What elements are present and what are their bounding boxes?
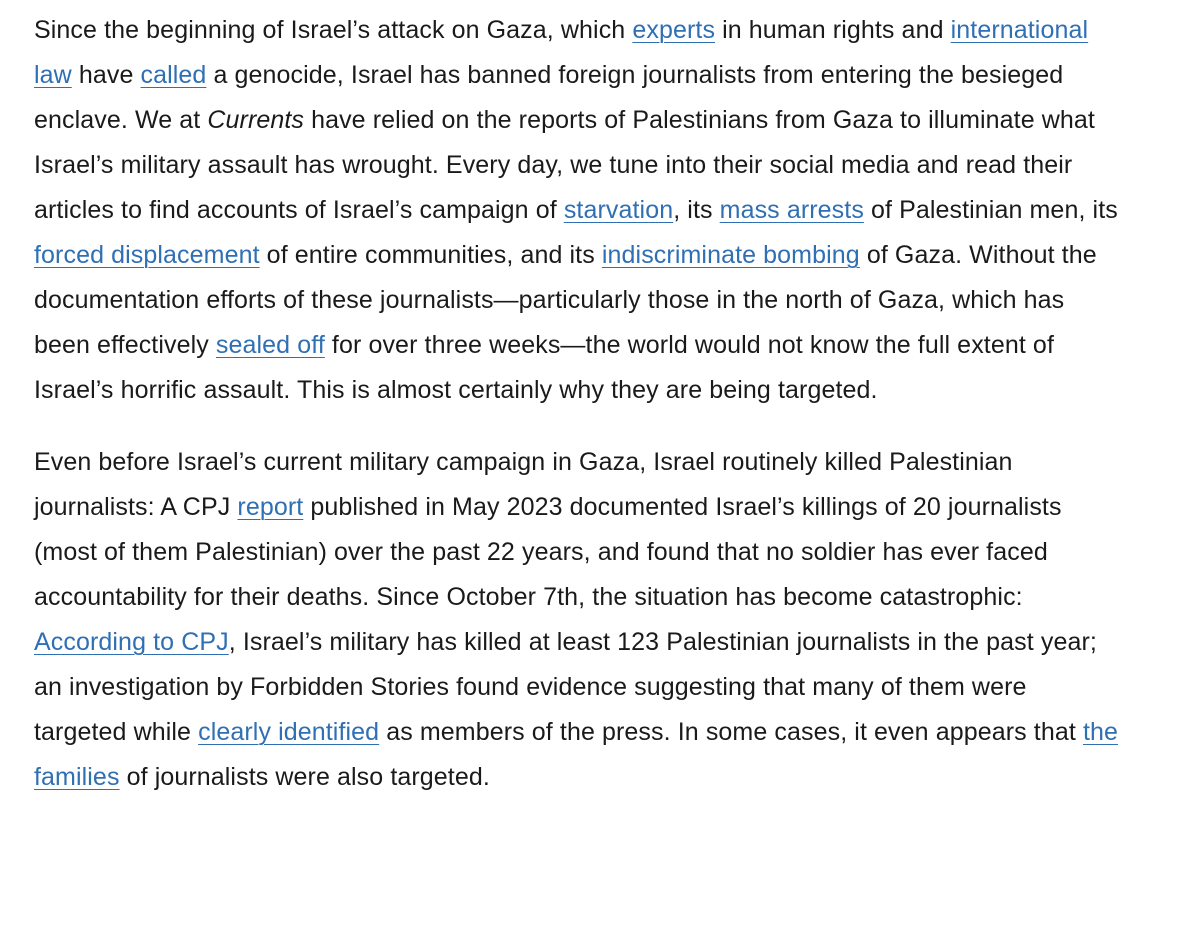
link-indiscriminate-bombing[interactable]: indiscriminate bombing (601, 241, 860, 269)
article-body (34, 8, 1124, 800)
link-sealed-off[interactable]: sealed off (215, 331, 325, 359)
link-called[interactable]: called (140, 61, 207, 89)
link-according-to-cpj[interactable]: According to CPJ (34, 628, 229, 656)
link-report[interactable]: report (237, 493, 304, 521)
link-experts[interactable]: experts (632, 16, 716, 44)
link-international-law[interactable]: international law (34, 16, 1089, 89)
link-starvation[interactable]: starvation (563, 196, 674, 224)
link-clearly-identified[interactable]: clearly identified (198, 718, 380, 746)
link-forced-displacement[interactable]: forced displacement (34, 241, 260, 269)
publication-name: Currents (207, 106, 305, 134)
paragraph-2: Even before Israel’s current military campaign in Gaza, Israel routinely killed Palestinian journalists: A CPJ report published in May 2023 documented Israel’s killings of 20 journalists (most of them Palestinian) over the past 22 years, and found that no soldier has ever faced accountability for their deaths. Since October 7th, the situation has become catastrophic: According to CPJ, Israel’s military has killed at least 123 Palestinian journalists in the past year; an investigation by Forbidden Stories found evidence suggesting that many of them were targeted while clearly identified as members of the press. In some cases, it even appears that the families of journalists were also targeted. (34, 448, 1118, 791)
link-families[interactable]: families (34, 763, 120, 791)
paragraph-1: Since the beginning of Israel’s attack on Gaza, which experts in human rights and international law have called a genocide, Israel has banned foreign journalists from entering the besieged enclave. We at Currents have relied on the reports of Palestinians from Gaza to illuminate what Israel’s military assault has wrought. Every day, we tune into their social media and read their articles to find accounts of Israel’s campaign of starvation, its mass arrests of Palestinian men, its forced displacement of entire communities, and its indiscriminate bombing of Gaza. Without the documentation efforts of these journalists—particularly those in the north of Gaza, which has been effectively sealed off for over three weeks—the world would not know the full extent of Israel’s horrific assault. This is almost certainly why they are being targeted. (34, 16, 1118, 404)
link-mass-arrests[interactable]: mass arrests (719, 196, 864, 224)
link-the[interactable]: the (1082, 718, 1118, 746)
